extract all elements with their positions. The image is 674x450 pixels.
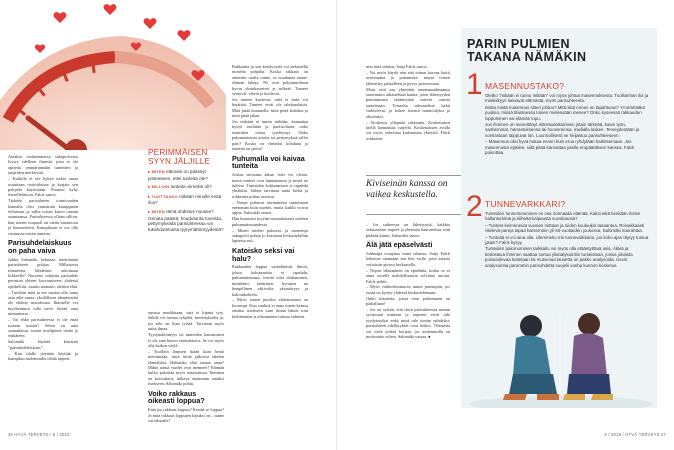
heart-icon [144,18,157,29]
page-gutter [336,0,337,450]
arrow-icon: ▸ [148,193,152,199]
subheading: Älä jätä epäselvästi [366,240,433,250]
sidebar-item-text: tunteita viimeksi oli? [170,184,212,190]
paragraph: – Tuolloin ihmisen ikään kuin herää miettimään, mitä minä jatkossa tahdon elämältäni. Haluanko elää samaa rataa? Mihin nämä vuodet ovat menneet? Elämän kulku pakottaa myös maastansaa. Ihminen on kasvattava, tulkava enemmän omaksi itsekseen, Salomäki pohtii. [148,348,224,387]
panel-title [461,38,657,64]
arrow-icon: ▸ [148,169,152,174]
paragraph: Tunteiden pakonominen tarkkailu voi myös olla etääntyttävä asia. Äkkiä ja tiedostava ihminen saattaa sortua ylianalysointiin tunteistaan, joissa jokaista poissaolevaa koitetaan tai mutsevaa lausetta on pakko analysoida. Usein analysointia paremmin parisuhdetta suojelii vanha kunnon kosketus. [485,246,633,268]
paragraph: Mutta mistä masennus sitten johtuu? Mitä siitä ennen on tapahtunut? Ymmärtääkö puoliso, missä tilanteessa toinen mielessään menee? Onko kyseessä rakkauden loppuminen vai elämän lopu. [485,104,646,121]
sidebar-item [148,169,226,181]
paragraph: Onko tilanteita, joissa eron pohtiminen on paikallaan? [366,295,450,307]
page-folio-right: 8 / 2019 / HYVÄ TERVEYS 27 [604,432,666,437]
paragraph: – Kaikilla ei ole kykyä tutkia omaa osuuttaan ristiriidoissa ja korjata sen pohjalta käytöstään. Puuttuu kyky itsereflektioon, Falck sanoo. [8,176,78,198]
section-number: 2 [466,190,483,223]
paragraph: – Myös vaihtoehtomuoto tunnit parempiin, jos eroaa on kyetty yhdessä keskustelemaan. [366,284,450,295]
article-column-1 [8,154,78,362]
paragraph: – Jos on selvää, että tässä parisuhteessa minun syvimmät tunteeni ja tarpeeni eivät tule tyydytetyiksi enkä minä tule itseäni nähdyksi, parisuhteen edellytykset ovat heikot. Tilanteita voi vielä yrittää korjata, jos molemmilla on motivaatio siihen, Salomäki vastaa. ● [366,307,450,340]
paragraph: – Monet miehet puhuvat, ja nuorempi sukupolvi puhuu jo kasvanut keskusteluihin lapsesta asti. [232,227,308,244]
sidebar-item-text: tämä ohdistus nousee? Onnata päästä, houdutunta toveista, pettymyksistä parisuhteessa vai tukahdutetuista tyytymättömyydestä? [148,208,224,232]
person-left [503,315,559,400]
sidebar-item-head: MITEN [151,170,165,174]
pullquote-rule-bottom [366,214,466,215]
paragraph: – Masennus olisi hyvä hoitaa ennen kuin eroa ryhdytään harkitsemaan. Jos masennusta epäilee, siitä pitää kannattaa jutella eropäätöksen kanssa, Falck painottaa. [485,139,635,156]
paragraph: – Tuolloin mitä ja me saattaa olla sama asia eikä omaa, yksilöllisen identiteettiä ole ehditty muodostaa. Ihmiselle voi myöhemmin tulla tarve löytää oma minuutensa. [8,289,78,317]
paragraph: Salomäki käyttää käsitettä ”parisuhdelaiskuus”. [8,339,78,350]
subheading: Voiko rakkaus oikeasti loppua? [148,388,205,406]
paragraph: Jos ihminen on menettänyt elämäodottamisen jotain tärkeää, kuten työn, vanhemmat, harrastuksensa tai hoovereinsa, mielialla laskee. Terveydestään ja voimastaan taippuvat lon. Luonnollisesti se heijastuu parisuhteeseen. [485,122,640,138]
subheading: Puhumalla voi kaivaa tunteita [232,153,305,171]
paragraph: Jos mikään ei tunnu miltään, kannattaa kysyä itseltään ja puolisoltaan, onko tunteiden virtaa tyrehtynyt. Onko puhumattomia asioita tai pettymyksiä tullut pato? Koska on viimeksi kohdattu ja tunteita on jaettu? [232,119,308,152]
paragraph: – Tai ehkä parisuhteessa ei ole enää tosiaan asioita? Sekin on aina samanlaista, toisen mielipiteet tietää jo etukäteen. [8,317,78,339]
sidebar-box [148,148,226,235]
love-gauge-illustration [0,0,230,150]
sidebar-item [148,184,226,191]
sidebar-title: PERIMMÄISEN SYYN JÄLJILLE [148,148,211,166]
paragraph: Rakkauden loppua vauhdittavat ilmiöt, joissa kohtaamista ei tapahdu, puhumattomuus, itsestä totta ohittaminen, mitätöinti, henkinen, fyysinen tai hengellinen väkivalta, yksinäisyys ja kaltoinkohtelu. [232,264,308,297]
article-column-4-top [366,64,450,142]
pull-quote: Kiviseinän kanssa on vaikea keskustella. [366,178,448,200]
sidebar-item [148,194,226,206]
person-right [563,313,613,400]
paragraph: Ainakin vanhemmassa sukupolvessa löytyy edelleen ihmisiä, joita ei ole opitettu ymmärtämään tunteiden ja tarpeiden merkitystä. [8,154,78,176]
section-heading: TUNNEVARKKARI? [485,199,566,209]
paragraph: Jukka Salomäki kehottaa miettimään parisuhteen pohjaa. Millaisesta tilanteesta lähdettiin aikoinaan liikkeelle? Nuorena solmittu parisuhde perustuu yhteen kasvamiseen; yhdessä opiskeltiin, saatiin ammatti, alettiin elää. [8,256,78,289]
article-column-2 [148,310,224,424]
paragraph: – Naiset puhuvat useimmiten tunteistaan enemmän kuin miehet, mutta kaikki voivat oppia, Salomäki sanoo. [232,199,308,216]
arrow-icon: ▸ [148,184,152,190]
paragraph: – Kosketus ylläpitää rakkautta. Koskettuken kiellä kannatttaa varjella. Koskettaksen avulla voi myös vahvistaa kadonnutta yhteyttä. Falck rohkaisee. [366,119,450,141]
paragraph: Joskus tarvitaan aikaa, ettei voi olvtaa, missä tunteet ovat haastamassa ja mistä ne tulevat. Tunteiden kohtaaminen ei tapahdu yhtäkkiä. Siihen tarvitaan uutta kieltä ja rohkeutta puhua asioista. [232,172,308,199]
paragraph: omissa murkkuaan, sinä ei kipinä syty. Sahde voi tuntua tyhjältä, merkitykseltä ja, jos seki on liian tylsää. Tarvitaan myös uutta ilmaa. [148,310,224,332]
subheading: Parisuhdelaiskuus on paha vaiva [8,238,72,255]
article-column-4-bottom [366,222,450,340]
paragraph: Tärkeää parisuhteen toimivuuden kannalta olisi ymmärtää kumppanin erilaisuus ja sallia toisen kasvu omaan suuntaansa. Parisuhteessa ollaan silloin, kun toinen osapuoli on otettu huomioon ja kunnioitettu. Kumpikaan ei voi olla vastuussa toisen onnesta. [8,198,78,236]
paragraph: Jobbuapa eroajatus minä tahansa, Saija Falck kehottaa ottamaan sen heti esille, jotta asiasta voitaisiin ajoissa keskustella. [366,251,450,267]
page-folio-left: 26 HYVÄ TERVEYS / 8 / 2019 [8,432,70,437]
sidebar-item-head: MITEN [151,209,165,214]
paragraph: – Nopea lähteminen on epäeluha, koska se ei anna toiselle mahdollisuutta selvittää asioita. Falck pohtii. [366,267,450,284]
paragraph: – Kun tilalle jätetään käyttää ja kumpikin molemmilta tehdä tarpeet. [8,350,78,361]
paragraph: Oletko ”mikään ei tunnu miltään” voi myös johtua masennuksesta. Tuolloinhan iloi ja mielekkyys katoavat elämästä, myös parisuhteesta. [485,93,649,104]
paragraph: Entä jos rakkaus loppuu? Kestää se loppua? Ja mitä rakkaus loppujen lopuksi on – tunne vai tahtotila? [148,407,224,424]
sidebar-item-head: TUOTTAAKO [151,194,178,199]
paragraph: – Tunteet keimenevat vuosien mittaan ja niiden kuuluukin tasaantua. Roivakkaasti riitelevä pareja tapaa harvemmin yli 60-vuotiaiden joukossa, Salomäki naurahtaa. [485,222,645,234]
heart-icon [54,12,67,23]
section-heading: MASENNUSTAKO? [485,81,565,91]
paragraph: Hän kumoaisi myytin suomalaisesta miehen puhumattomuudesta. [232,216,308,227]
paragraph: – Myös toinen puoliso ehdottomasti on kovempi. Kun vauhtia ei anna toisen kanssa omaksi itsekseen vaan ilman häntä, niin kieltäminen ja alistaminen tuhoaa suhteen. [232,297,308,319]
paragraph: Tunteiden tunnemenminen on osa normaalia elämää. Kaksi eikä kenkään iloitse halluntuminta ja kiiheää kaipausta vuosikausia? [485,211,641,222]
paragraph: – Jos suhteessa on läheisyyttä, kaikkia seksuaaliset tarpeet ja yhteinen hauruteiista, niin pitäkää kiinni, Salomäki sanoo. [366,222,450,238]
arrow-icon: ▸ [148,208,152,214]
sidebar-item-text: elämäni on päässyt pisteeseen, ettei tunteita ole? [148,169,208,181]
paragraph: Jos tunteet kuolevat, niitä ei enää voi herättää. Tunteet eivät ole tahdonalaisia. Mitä pitää kuunnella, mitä pitää kohdata ja mitä pitää jakaa. [232,96,308,119]
panel-title-line: TAKANA NÄMÄKIN [467,50,587,64]
paragraph: Moni etsii saa yhteyden tunnemaailmaansa suorimmin rakasteluun kautta, joten läheisyyden puuttuminen etäännyttää mieviä omista tunteistaan. Toisaalta seksuaaliset halut vaihtelevat, ja kokee itsensä mitätöidyksi ja ohitetuksi. [366,86,450,119]
panel-title-line: PARIN PULMIEN [467,37,570,51]
subheading: Katoisko seksi vai halu? [232,245,295,263]
heart-icon [178,30,191,41]
article-column-3 [232,64,308,320]
couple-illustration [461,296,657,408]
sidebar-item [148,209,226,232]
paragraph: niin mitä tahdon, Saija Falck sanoo. [366,64,428,69]
paragraph: Tyytymättömyys tai tunteiden katoaminen ei ole aina huono ennustettava. Se voi myös olla kaiken väylä. [148,332,224,348]
section-text [485,211,649,269]
heart-icon [104,4,117,15]
section-number: 1 [466,68,483,101]
sidebar-item-head: MILLOIN [151,185,170,190]
pullquote-rule-top [366,175,466,176]
paragraph: – Voi myös käydä niin että toinen kasvaa kuitti avoimuutta ja puhumista, mutta toinen jähmettyy paikalleen ja pysyy poterossaan. [366,69,450,86]
sidebar-item-text: mikään minulle enää iloa? [148,193,222,206]
paragraph: Rakkautta ja sen kestävyyttä voi tarkastella monelta pohjalta. Koska rakkaus on aineiden osalta tunne, se noudattaa tunne-elämän lakeja. Ne ovat pohjimmiltaan hyvin yksinkertaiset ja selkeät. Tunteet syntyvät, elävät ja kuolevat. [232,64,308,97]
paragraph: – Tunteita ei voi aina olla. Ulemmeko me tunnevarkkaria, jos koko ajan täytyy tuntua jotain? Falck kysyy. [485,234,649,246]
section-text [485,93,649,156]
